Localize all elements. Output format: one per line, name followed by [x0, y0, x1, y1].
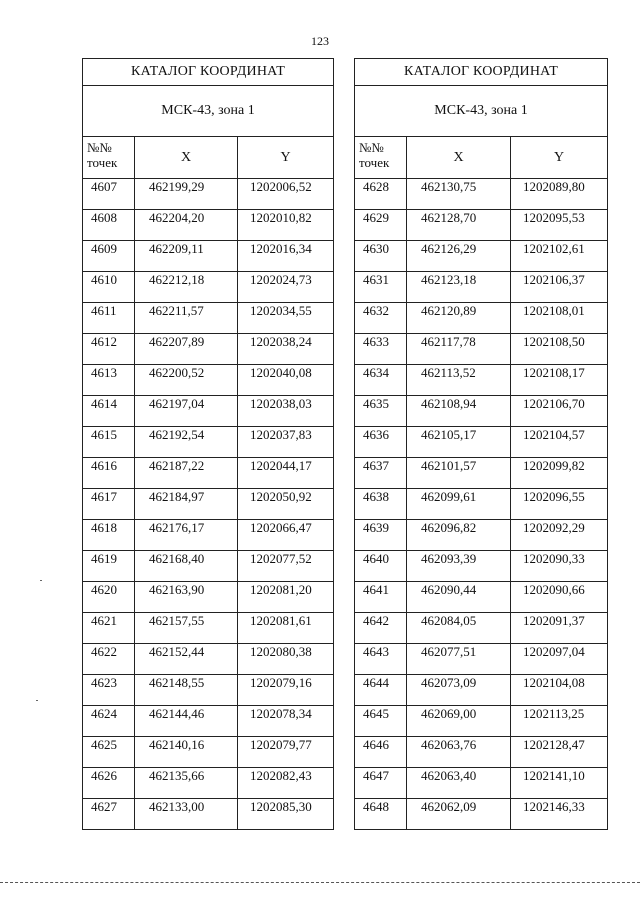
y-value-cell: 1202034,55: [238, 303, 334, 334]
point-number-header: [83, 137, 135, 179]
coordinate-catalog-table-left: [82, 58, 334, 830]
point-number-cell: 4635: [355, 396, 407, 427]
x-value-cell: 462117,78: [407, 334, 511, 365]
point-number-cell: 4638: [355, 489, 407, 520]
y-value-cell: 1202090,66: [511, 582, 608, 613]
y-value-cell: 1202113,25: [511, 706, 608, 737]
point-number-cell: 4644: [355, 675, 407, 706]
x-value-cell: 462108,94: [407, 396, 511, 427]
point-number-cell: 4633: [355, 334, 407, 365]
y-value-cell: 1202044,17: [238, 458, 334, 489]
point-number-cell: 4632: [355, 303, 407, 334]
x-value-cell: 462120,89: [407, 303, 511, 334]
x-value-cell: 462123,18: [407, 272, 511, 303]
point-number-cell: 4622: [83, 644, 135, 675]
y-value-cell: 1202146,33: [511, 799, 608, 830]
point-number-cell: 4620: [83, 582, 135, 613]
y-value-cell: 1202010,82: [238, 210, 334, 241]
x-value-cell: 462204,20: [135, 210, 238, 241]
y-value-cell: 1202038,03: [238, 396, 334, 427]
x-value-cell: 462126,29: [407, 241, 511, 272]
point-number-header-line1: №№: [359, 140, 384, 155]
x-value-cell: 462209,11: [135, 241, 238, 272]
point-number-header-line1: №№: [87, 140, 112, 155]
x-value-cell: 462063,40: [407, 768, 511, 799]
point-number-cell: 4613: [83, 365, 135, 396]
table-row: [83, 644, 334, 675]
y-value-cell: 1202081,61: [238, 613, 334, 644]
x-value-cell: 462211,57: [135, 303, 238, 334]
x-value-cell: 462148,55: [135, 675, 238, 706]
table-row: [355, 179, 608, 210]
table-row: [355, 365, 608, 396]
table-row: [83, 799, 334, 830]
point-number-header-line2: точек: [359, 155, 390, 170]
table-row: [83, 210, 334, 241]
y-value-cell: 1202106,37: [511, 272, 608, 303]
y-value-cell: 1202040,08: [238, 365, 334, 396]
x-value-cell: 462077,51: [407, 644, 511, 675]
page-number: 123: [311, 34, 329, 48]
x-value-cell: 462197,04: [135, 396, 238, 427]
x-value-cell: 462090,44: [407, 582, 511, 613]
coordinate-system-label: МСК-43, зона 1: [83, 86, 334, 137]
table-row: [83, 520, 334, 551]
table-row: [83, 365, 334, 396]
table-row: [83, 768, 334, 799]
point-number-cell: 4616: [83, 458, 135, 489]
point-number-cell: 4615: [83, 427, 135, 458]
point-number-cell: 4648: [355, 799, 407, 830]
x-value-cell: 462207,89: [135, 334, 238, 365]
table-row: [355, 210, 608, 241]
point-number-cell: 4623: [83, 675, 135, 706]
table-row: [355, 303, 608, 334]
x-value-cell: 462099,61: [407, 489, 511, 520]
x-value-cell: 462152,44: [135, 644, 238, 675]
point-number-cell: 4639: [355, 520, 407, 551]
table-row: [355, 489, 608, 520]
catalog-title: КАТАЛОГ КООРДИНАТ: [83, 59, 334, 86]
point-number-cell: 4629: [355, 210, 407, 241]
x-value-cell: 462101,57: [407, 458, 511, 489]
y-value-cell: 1202104,08: [511, 675, 608, 706]
y-value-cell: 1202108,17: [511, 365, 608, 396]
y-value-cell: 1202095,53: [511, 210, 608, 241]
point-number-cell: 4621: [83, 613, 135, 644]
x-value-cell: 462135,66: [135, 768, 238, 799]
table-row: [83, 241, 334, 272]
table-row: [355, 272, 608, 303]
y-value-cell: 1202128,47: [511, 737, 608, 768]
x-value-cell: 462212,18: [135, 272, 238, 303]
point-number-cell: 4626: [83, 768, 135, 799]
y-value-cell: 1202108,50: [511, 334, 608, 365]
x-value-cell: 462176,17: [135, 520, 238, 551]
table-row: [83, 458, 334, 489]
table-row: [83, 396, 334, 427]
point-number-cell: 4614: [83, 396, 135, 427]
y-value-cell: 1202024,73: [238, 272, 334, 303]
x-value-cell: 462069,00: [407, 706, 511, 737]
table-row: [355, 737, 608, 768]
y-value-cell: 1202066,47: [238, 520, 334, 551]
table-row: [83, 489, 334, 520]
y-value-cell: 1202080,38: [238, 644, 334, 675]
x-value-cell: 462157,55: [135, 613, 238, 644]
y-value-cell: 1202099,82: [511, 458, 608, 489]
table-row: [355, 241, 608, 272]
y-value-cell: 1202102,61: [511, 241, 608, 272]
point-number-cell: 4631: [355, 272, 407, 303]
x-value-cell: 462200,52: [135, 365, 238, 396]
point-number-cell: 4640: [355, 551, 407, 582]
table-row: [355, 799, 608, 830]
catalog-title: КАТАЛОГ КООРДИНАТ: [355, 59, 608, 86]
y-value-cell: 1202016,34: [238, 241, 334, 272]
y-column-header: Y: [511, 137, 608, 179]
table-row: [83, 334, 334, 365]
point-number-cell: 4608: [83, 210, 135, 241]
table-row: [83, 179, 334, 210]
x-column-header: X: [407, 137, 511, 179]
table-row: [83, 737, 334, 768]
y-column-header: Y: [238, 137, 334, 179]
point-number-header-line2: точек: [87, 155, 118, 170]
y-value-cell: 1202141,10: [511, 768, 608, 799]
table-row: [355, 706, 608, 737]
point-number-cell: 4624: [83, 706, 135, 737]
y-value-cell: 1202050,92: [238, 489, 334, 520]
y-value-cell: 1202037,83: [238, 427, 334, 458]
scan-speck: [40, 580, 42, 581]
table-row: [355, 613, 608, 644]
y-value-cell: 1202092,29: [511, 520, 608, 551]
x-value-cell: 462130,75: [407, 179, 511, 210]
coordinate-catalog-table-right: [354, 58, 608, 830]
y-value-cell: 1202077,52: [238, 551, 334, 582]
x-value-cell: 462096,82: [407, 520, 511, 551]
y-value-cell: 1202089,80: [511, 179, 608, 210]
table-row: [355, 675, 608, 706]
y-value-cell: 1202079,16: [238, 675, 334, 706]
table-row: [355, 768, 608, 799]
point-number-cell: 4609: [83, 241, 135, 272]
x-value-cell: 462073,09: [407, 675, 511, 706]
table-row: [83, 551, 334, 582]
y-value-cell: 1202096,55: [511, 489, 608, 520]
x-value-cell: 462128,70: [407, 210, 511, 241]
x-value-cell: 462113,52: [407, 365, 511, 396]
point-number-cell: 4645: [355, 706, 407, 737]
point-number-cell: 4611: [83, 303, 135, 334]
point-number-cell: 4607: [83, 179, 135, 210]
x-value-cell: 462187,22: [135, 458, 238, 489]
table-row: [83, 675, 334, 706]
table-row: [83, 427, 334, 458]
table-row: [355, 520, 608, 551]
table-row: [355, 644, 608, 675]
y-value-cell: 1202081,20: [238, 582, 334, 613]
y-value-cell: 1202038,24: [238, 334, 334, 365]
x-column-header: X: [135, 137, 238, 179]
point-number-cell: 4630: [355, 241, 407, 272]
scan-edge-line: [0, 882, 640, 883]
x-value-cell: 462084,05: [407, 613, 511, 644]
point-number-cell: 4637: [355, 458, 407, 489]
x-value-cell: 462140,16: [135, 737, 238, 768]
table-row: [355, 551, 608, 582]
coordinate-system-label: МСК-43, зона 1: [355, 86, 608, 137]
x-value-cell: 462062,09: [407, 799, 511, 830]
x-value-cell: 462063,76: [407, 737, 511, 768]
point-number-cell: 4636: [355, 427, 407, 458]
table-row: [355, 396, 608, 427]
x-value-cell: 462192,54: [135, 427, 238, 458]
point-number-cell: 4618: [83, 520, 135, 551]
point-number-cell: 4628: [355, 179, 407, 210]
y-value-cell: 1202108,01: [511, 303, 608, 334]
point-number-cell: 4627: [83, 799, 135, 830]
point-number-cell: 4610: [83, 272, 135, 303]
point-number-cell: 4625: [83, 737, 135, 768]
x-value-cell: 462105,17: [407, 427, 511, 458]
point-number-cell: 4617: [83, 489, 135, 520]
point-number-cell: 4612: [83, 334, 135, 365]
y-value-cell: 1202078,34: [238, 706, 334, 737]
table-row: [355, 334, 608, 365]
y-value-cell: 1202091,37: [511, 613, 608, 644]
x-value-cell: 462093,39: [407, 551, 511, 582]
y-value-cell: 1202104,57: [511, 427, 608, 458]
y-value-cell: 1202090,33: [511, 551, 608, 582]
table-row: [83, 613, 334, 644]
y-value-cell: 1202085,30: [238, 799, 334, 830]
table-row: [355, 582, 608, 613]
table-row: [83, 272, 334, 303]
y-value-cell: 1202006,52: [238, 179, 334, 210]
x-value-cell: 462133,00: [135, 799, 238, 830]
table-row: [355, 427, 608, 458]
x-value-cell: 462184,97: [135, 489, 238, 520]
point-number-cell: 4647: [355, 768, 407, 799]
point-number-cell: 4641: [355, 582, 407, 613]
point-number-cell: 4619: [83, 551, 135, 582]
table-row: [83, 303, 334, 334]
point-number-cell: 4643: [355, 644, 407, 675]
x-value-cell: 462144,46: [135, 706, 238, 737]
point-number-header: [355, 137, 407, 179]
table-row: [83, 706, 334, 737]
x-value-cell: 462163,90: [135, 582, 238, 613]
table-row: [83, 582, 334, 613]
y-value-cell: 1202082,43: [238, 768, 334, 799]
y-value-cell: 1202106,70: [511, 396, 608, 427]
scan-speck: [36, 700, 38, 701]
x-value-cell: 462168,40: [135, 551, 238, 582]
point-number-cell: 4642: [355, 613, 407, 644]
point-number-cell: 4646: [355, 737, 407, 768]
x-value-cell: 462199,29: [135, 179, 238, 210]
table-row: [355, 458, 608, 489]
y-value-cell: 1202097,04: [511, 644, 608, 675]
point-number-cell: 4634: [355, 365, 407, 396]
y-value-cell: 1202079,77: [238, 737, 334, 768]
